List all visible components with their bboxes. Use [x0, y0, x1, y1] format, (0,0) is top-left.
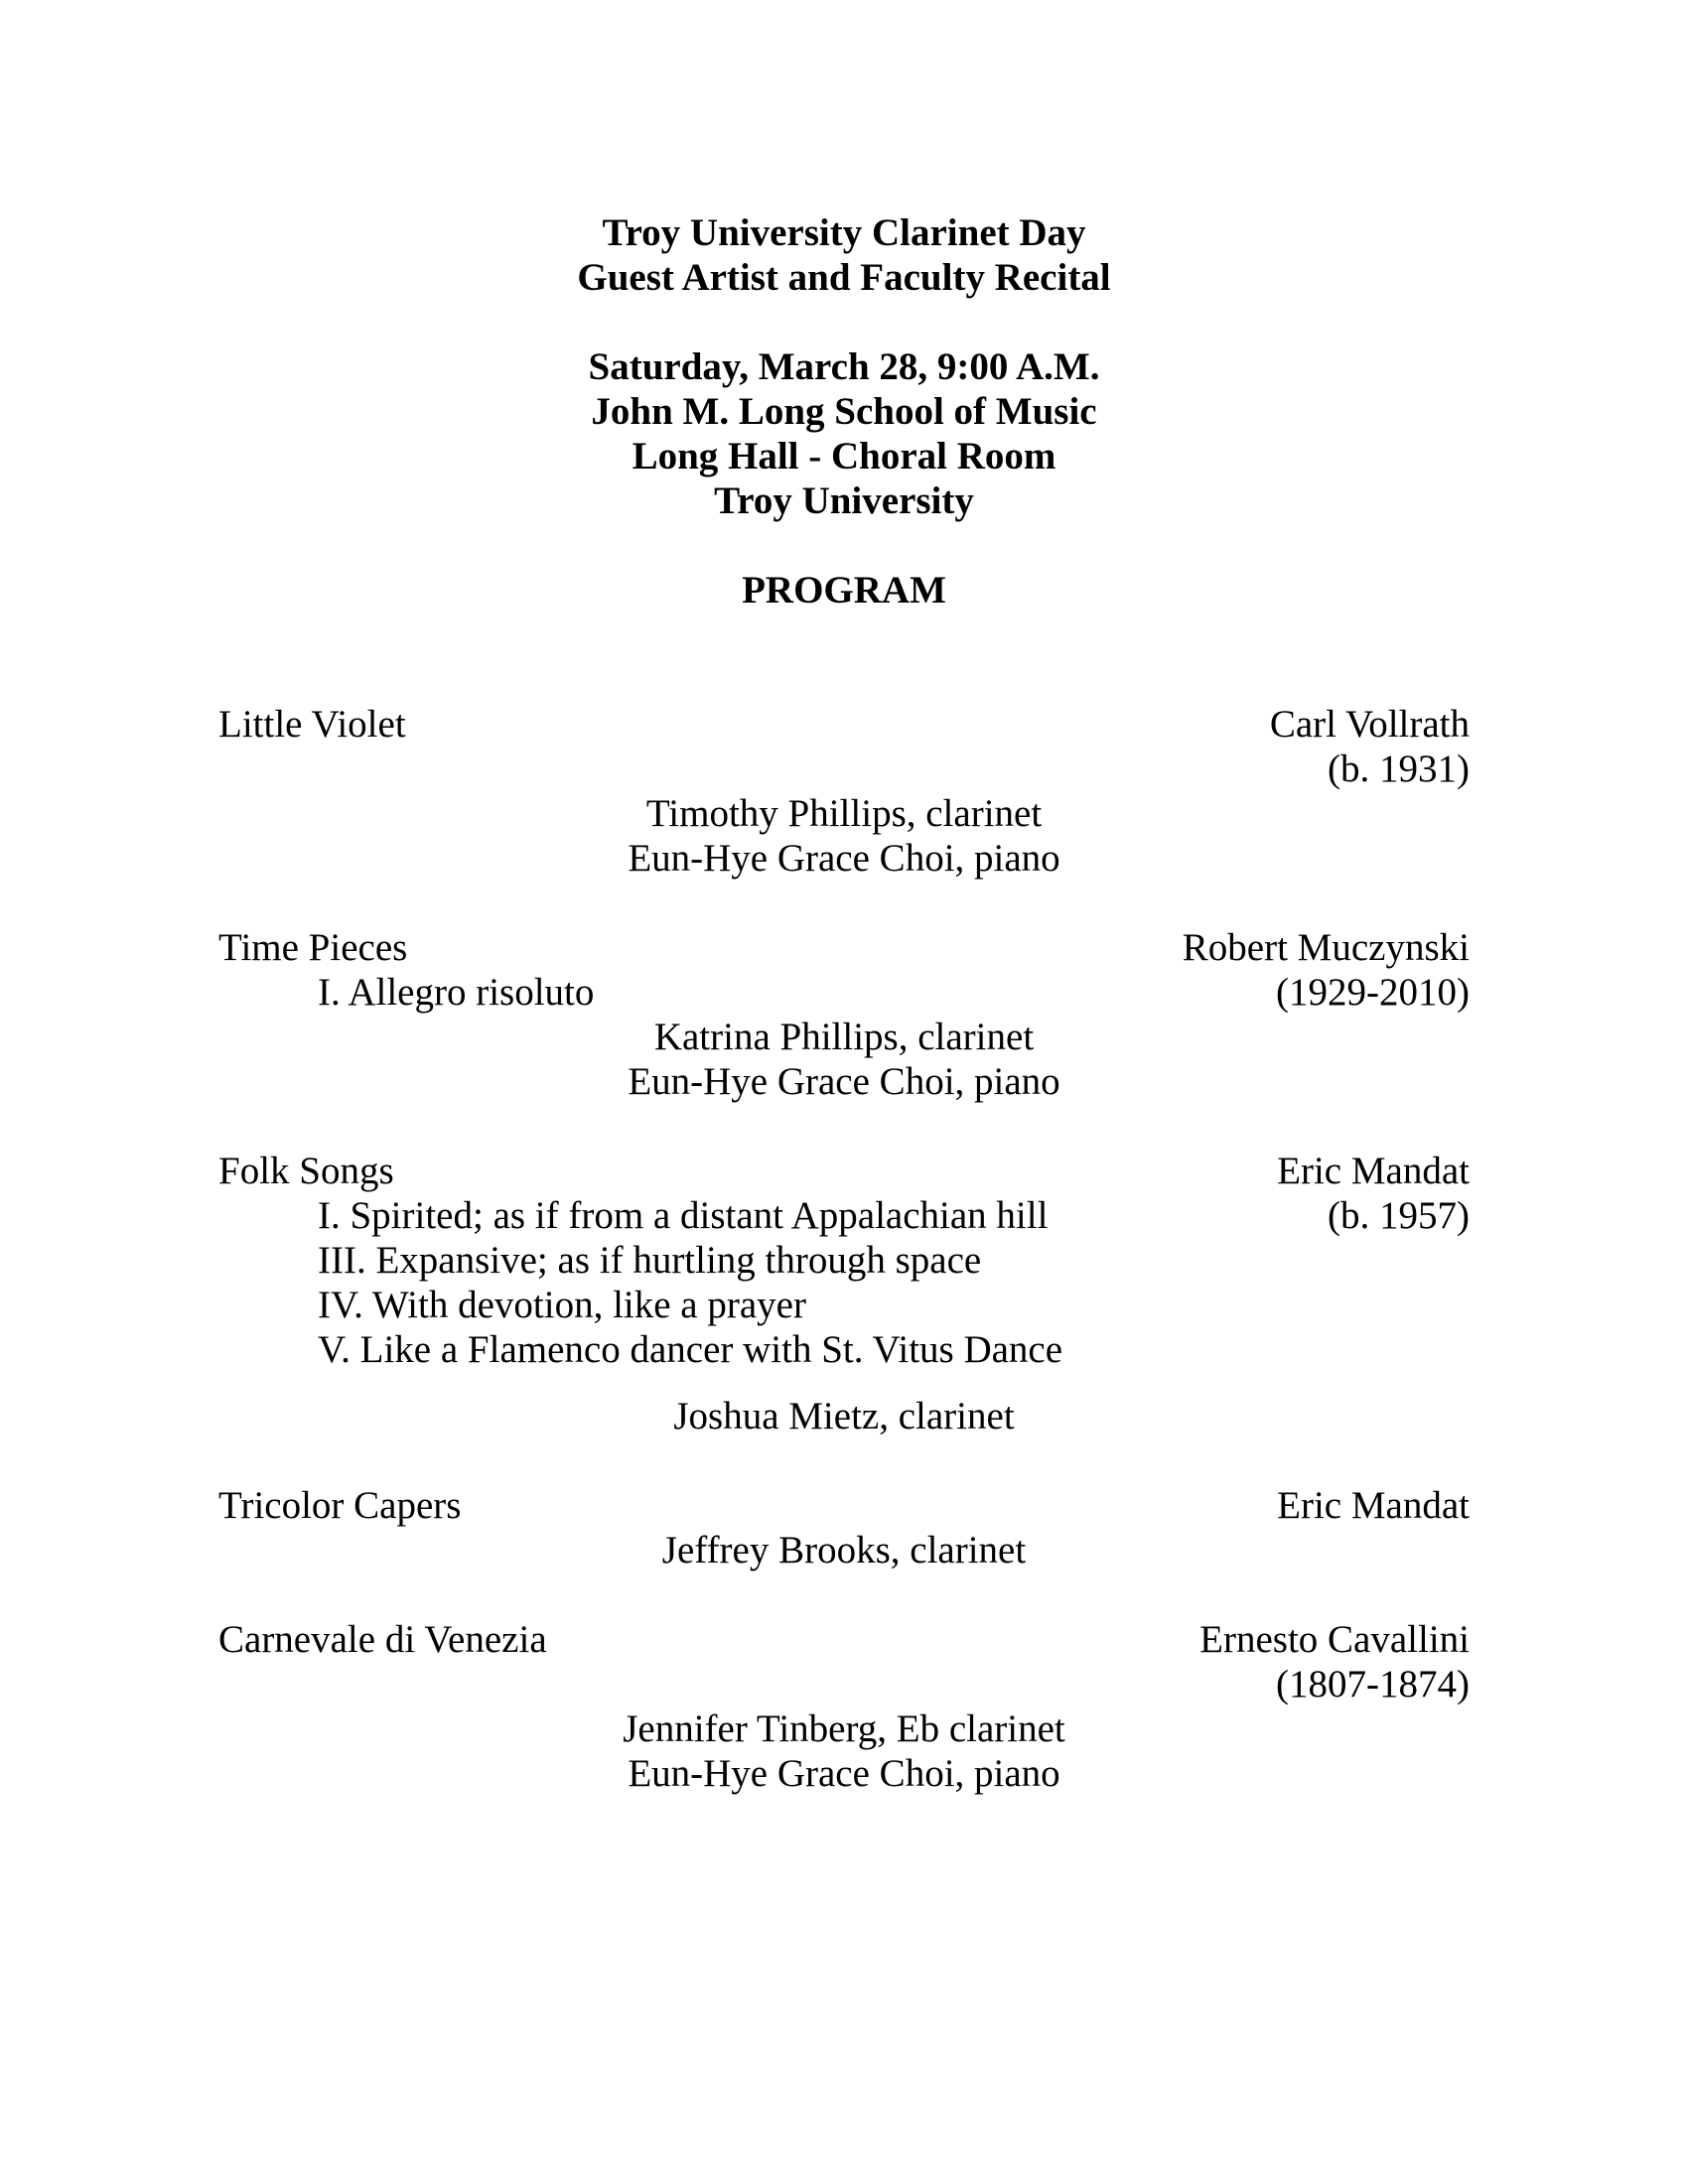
performer-line: Katrina Phillips, clarinet [653, 1016, 1035, 1058]
spacer [218, 1372, 1470, 1394]
event-datetime: Saturday, March 28, 9:00 A.M. [588, 345, 1100, 388]
composer-dates: (b. 1931) [1328, 748, 1470, 790]
program-entry-row [218, 1193, 1470, 1238]
performer-line: Joshua Mietz, clarinet [673, 1395, 1015, 1437]
performer-line: Jeffrey Brooks, clarinet [661, 1529, 1027, 1571]
event-title-line2: Guest Artist and Faculty Recital [577, 256, 1111, 299]
composer-name: Carl Vollrath [1269, 703, 1470, 746]
work-title: Carnevale di Venezia [218, 1618, 547, 1661]
movement-line: I. Allegro risoluto [318, 971, 595, 1014]
spacer [218, 300, 1470, 344]
composer-dates: (1807-1874) [1276, 1663, 1470, 1706]
composer-name: Eric Mandat [1277, 1484, 1470, 1527]
spacer [218, 523, 1470, 568]
venue-line1: John M. Long School of Music [591, 390, 1097, 433]
spacer [218, 657, 1470, 702]
program-heading: PROGRAM [742, 569, 946, 612]
composer-name: Robert Muczynski [1182, 926, 1470, 969]
performer-line: Eun-Hye Grace Choi, piano [628, 1060, 1060, 1103]
work-title: Tricolor Capers [218, 1484, 462, 1527]
composer-name: Eric Mandat [1277, 1150, 1470, 1192]
performer-line: Timothy Phillips, clarinet [645, 792, 1043, 835]
work-title: Little Violet [218, 703, 406, 746]
spacer [218, 613, 1470, 657]
composer-name: Ernesto Cavallini [1199, 1618, 1470, 1661]
performer-line: Eun-Hye Grace Choi, piano [628, 1752, 1060, 1795]
venue-line2: Long Hall - Choral Room [632, 435, 1056, 478]
spacer [218, 1104, 1470, 1149]
program-entry-row [218, 970, 1470, 1015]
composer-dates: (b. 1957) [1328, 1194, 1470, 1237]
program-entry-row [218, 702, 1470, 747]
composer-dates: (1929-2010) [1276, 971, 1470, 1014]
work-title: Time Pieces [218, 926, 408, 969]
spacer [218, 1438, 1470, 1483]
program-entry-row [218, 1483, 1470, 1528]
program-entry-row [218, 1149, 1470, 1193]
program-entry-row [218, 1617, 1470, 1662]
spacer [218, 881, 1470, 925]
venue-line3: Troy University [714, 479, 974, 522]
movement-line: I. Spirited; as if from a distant Appalachian hill [318, 1194, 1049, 1237]
movement-line: III. Expansive; as if hurtling through space [318, 1239, 982, 1282]
performer-line: Eun-Hye Grace Choi, piano [628, 837, 1060, 880]
movement-line: IV. With devotion, like a prayer [318, 1284, 806, 1326]
event-title-line1: Troy University Clarinet Day [602, 211, 1086, 254]
performer-line: Jennifer Tinberg, Eb clarinet [623, 1707, 1065, 1750]
program-entry-row [218, 925, 1470, 970]
movement-line: V. Like a Flamenco dancer with St. Vitus Dance [318, 1328, 1063, 1371]
spacer [218, 1572, 1470, 1617]
work-title: Folk Songs [218, 1150, 394, 1192]
